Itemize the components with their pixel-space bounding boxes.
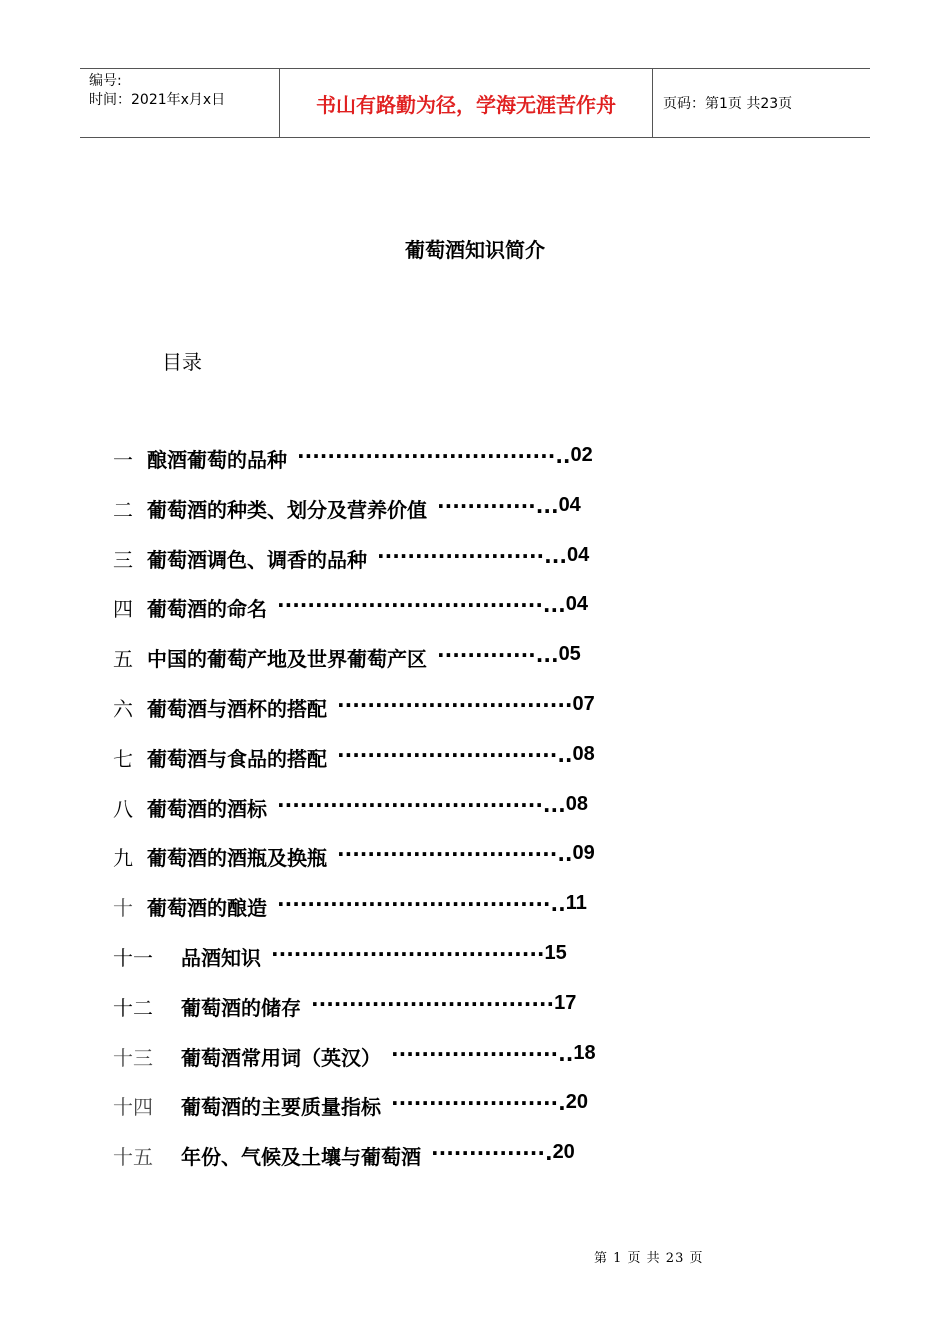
toc-entry-number: 九 xyxy=(113,846,133,871)
toc-entry-number: 七 xyxy=(113,746,133,771)
toc-entry-number: 四 xyxy=(113,597,133,622)
toc-entry-page: 20 xyxy=(552,1141,575,1164)
toc-entry[interactable] xyxy=(113,743,673,793)
toc-entry-label: 葡萄酒的酿造 xyxy=(147,896,267,921)
page-header xyxy=(80,68,870,138)
header-motto: 书山有路勤为径，学海无涯苦作舟 xyxy=(280,69,653,137)
serial-label: 编号: xyxy=(89,73,122,89)
table-of-contents xyxy=(113,444,673,1191)
toc-entry-label: 葡萄酒常用词（英汉） xyxy=(181,1045,381,1070)
toc-entry[interactable] xyxy=(113,693,673,743)
toc-entry[interactable] xyxy=(113,942,673,992)
toc-entry-page: 08 xyxy=(565,792,588,815)
toc-entry-number: 二 xyxy=(113,497,133,522)
toc-entry-leader: ···································... xyxy=(277,593,566,618)
toc-entry-number: 十 xyxy=(113,896,133,921)
toc-entry-leader: ····································.. xyxy=(277,892,566,917)
header-page-info: 页码：第1页 共23页 xyxy=(663,96,793,112)
toc-entry-label: 葡萄酒调色、调香的品种 xyxy=(147,547,367,572)
toc-entry-page: 04 xyxy=(566,543,590,566)
toc-entry[interactable] xyxy=(113,494,673,544)
toc-entry-leader: ···································· xyxy=(271,941,545,966)
toc-entry-label: 中国的葡萄产地及世界葡萄产区 xyxy=(147,647,427,672)
toc-entry-leader: ······················. xyxy=(391,1091,566,1116)
toc-entry-label: 葡萄酒与酒杯的搭配 xyxy=(147,696,327,721)
toc-heading: 目录 xyxy=(162,350,202,374)
toc-entry-leader: ······························· xyxy=(337,692,573,717)
toc-entry-label: 品酒知识 xyxy=(181,945,261,970)
toc-entry-number: 十二 xyxy=(113,995,153,1020)
toc-entry-leader: ··································.. xyxy=(297,444,571,468)
toc-entry-leader: ·····························.. xyxy=(337,842,573,867)
toc-entry-label: 葡萄酒与食品的搭配 xyxy=(147,746,327,771)
toc-entry[interactable] xyxy=(113,544,673,594)
toc-entry-label: 葡萄酒的命名 xyxy=(147,597,267,622)
toc-entry-leader: ···································... xyxy=(277,792,566,817)
toc-entry-leader: ·············... xyxy=(437,643,559,668)
document-title: 葡萄酒知识简介 xyxy=(405,238,545,262)
date-label: 时间：2021年x月x日 xyxy=(89,92,226,108)
toc-entry-number: 十五 xyxy=(113,1145,153,1170)
toc-entry-page: 02 xyxy=(570,444,593,466)
toc-entry-page: 08 xyxy=(572,742,595,765)
toc-entry-label: 葡萄酒的酒标 xyxy=(147,796,267,821)
toc-entry-label: 葡萄酒的储存 xyxy=(181,995,301,1020)
toc-entry-number: 十三 xyxy=(113,1045,153,1070)
header-meta xyxy=(80,69,280,137)
toc-entry-leader: ···············. xyxy=(431,1141,553,1166)
toc-entry-page: 11 xyxy=(565,892,587,915)
toc-entry-leader: ······················.. xyxy=(391,1041,574,1066)
toc-entry-label: 葡萄酒的酒瓶及换瓶 xyxy=(147,846,327,871)
toc-entry-leader: ·····························.. xyxy=(337,742,573,767)
toc-entry-page: 18 xyxy=(573,1041,596,1064)
toc-entry-number: 十一 xyxy=(113,945,153,970)
toc-entry-label: 葡萄酒的种类、划分及营养价值 xyxy=(147,497,427,522)
toc-entry[interactable] xyxy=(113,1042,673,1092)
page-footer: 第 1 页 共 23 页 xyxy=(594,1251,704,1266)
toc-entry-number: 十四 xyxy=(113,1095,153,1120)
toc-entry-number: 五 xyxy=(113,647,133,672)
toc-entry-leader: ······················... xyxy=(377,543,567,568)
toc-entry[interactable] xyxy=(113,1141,673,1191)
toc-entry-leader: ·············... xyxy=(437,493,559,518)
toc-entry-label: 葡萄酒的主要质量指标 xyxy=(181,1095,381,1120)
toc-entry[interactable] xyxy=(113,842,673,892)
toc-entry[interactable] xyxy=(113,444,673,494)
toc-entry[interactable] xyxy=(113,1091,673,1141)
toc-entry-number: 一 xyxy=(113,448,133,472)
toc-entry-number: 三 xyxy=(113,547,133,572)
toc-entry[interactable] xyxy=(113,643,673,693)
toc-entry-page: 09 xyxy=(572,842,595,865)
toc-entry[interactable] xyxy=(113,992,673,1042)
toc-entry-leader: ································ xyxy=(311,991,555,1016)
toc-entry[interactable] xyxy=(113,793,673,843)
toc-entry-number: 六 xyxy=(113,696,133,721)
toc-entry-page: 20 xyxy=(565,1091,588,1114)
toc-entry[interactable] xyxy=(113,593,673,643)
toc-entry-page: 04 xyxy=(558,493,581,516)
toc-entry-label: 酿酒葡萄的品种 xyxy=(147,448,287,472)
toc-entry[interactable] xyxy=(113,892,673,942)
toc-entry-page: 07 xyxy=(572,692,595,715)
toc-entry-page: 15 xyxy=(544,941,567,964)
toc-entry-page: 05 xyxy=(558,643,581,666)
toc-entry-page: 17 xyxy=(554,991,577,1014)
toc-entry-label: 年份、气候及土壤与葡萄酒 xyxy=(181,1145,421,1170)
toc-entry-number: 八 xyxy=(113,796,133,821)
toc-entry-page: 04 xyxy=(565,593,588,616)
